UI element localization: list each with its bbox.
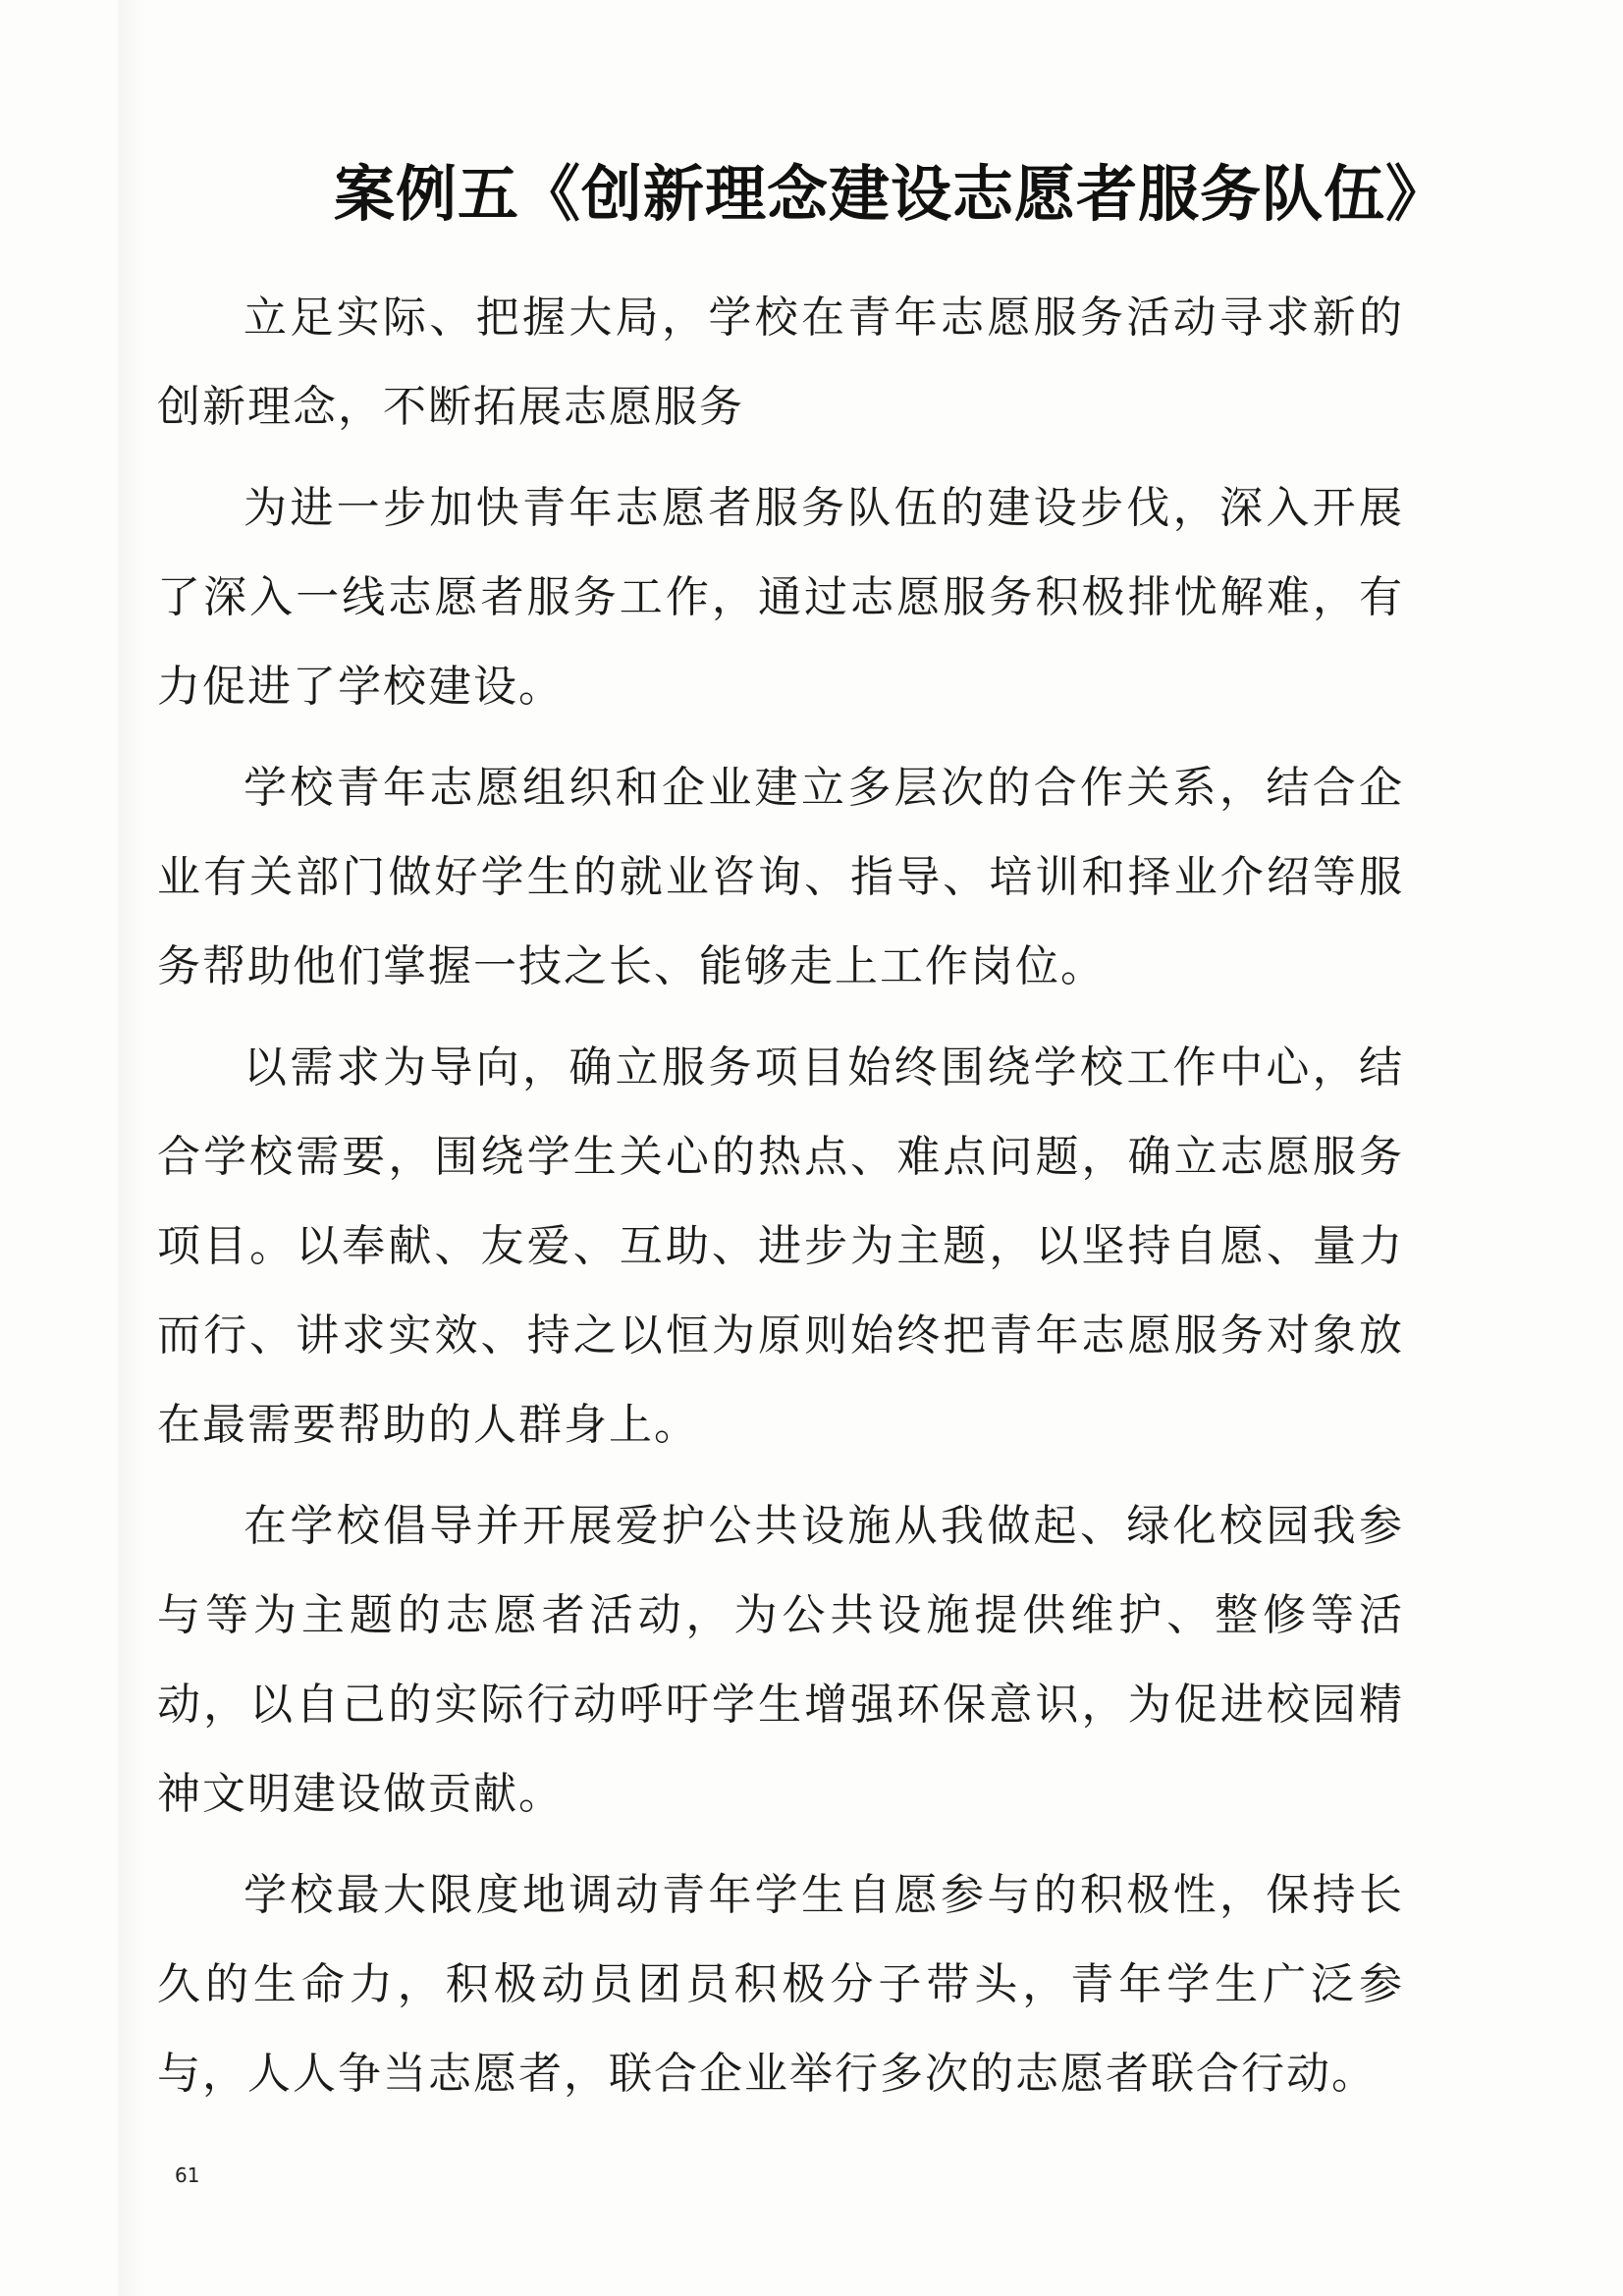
paragraph-4: 以需求为导向，确立服务项目始终围绕学校工作中心，结合学校需要，围绕学生关心的热点、难点问题，确立志愿服务项目。以奉献、友爱、互助、进步为主题，以坚持自愿、量力而行、讲求实效、持之以恒为原则始终把青年志愿服务对象放在最需要帮助的人群身上。 bbox=[157, 1042, 1404, 1450]
paragraph-2: 为进一步加快青年志愿者服务队伍的建设步伐，深入开展了深入一线志愿者服务工作，通过志愿服务积极排忧解难，有力促进了学校建设。 bbox=[157, 483, 1404, 712]
paragraph-6: 学校最大限度地调动青年学生自愿参与的积极性，保持长久的生命力，积极动员团员积极分子带头，青年学生广泛参与，人人争当志愿者，联合企业举行多次的志愿者联合行动。 bbox=[157, 1870, 1404, 2099]
page-number: 61 bbox=[175, 2163, 200, 2187]
document-body bbox=[157, 273, 1404, 2130]
paragraph-5: 在学校倡导并开展爱护公共设施从我做起、绿化校园我参与等为主题的志愿者活动，为公共设施提供维护、整修等活动，以自己的实际行动呼吁学生增强环保意识，为促进校园精神文明建设做贡献。 bbox=[157, 1501, 1404, 1819]
scan-edge-shadow bbox=[118, 0, 147, 2296]
document-title: 案例五《创新理念建设志愿者服务队伍》 bbox=[334, 158, 1448, 230]
paragraph-3: 学校青年志愿组织和企业建立多层次的合作关系，结合企业有关部门做好学生的就业咨询、指导、培训和择业介绍等服务帮助他们掌握一技之长、能够走上工作岗位。 bbox=[157, 763, 1404, 991]
paragraph-1: 立足实际、把握大局，学校在青年志愿服务活动寻求新的创新理念，不断拓展志愿服务 bbox=[157, 293, 1404, 432]
